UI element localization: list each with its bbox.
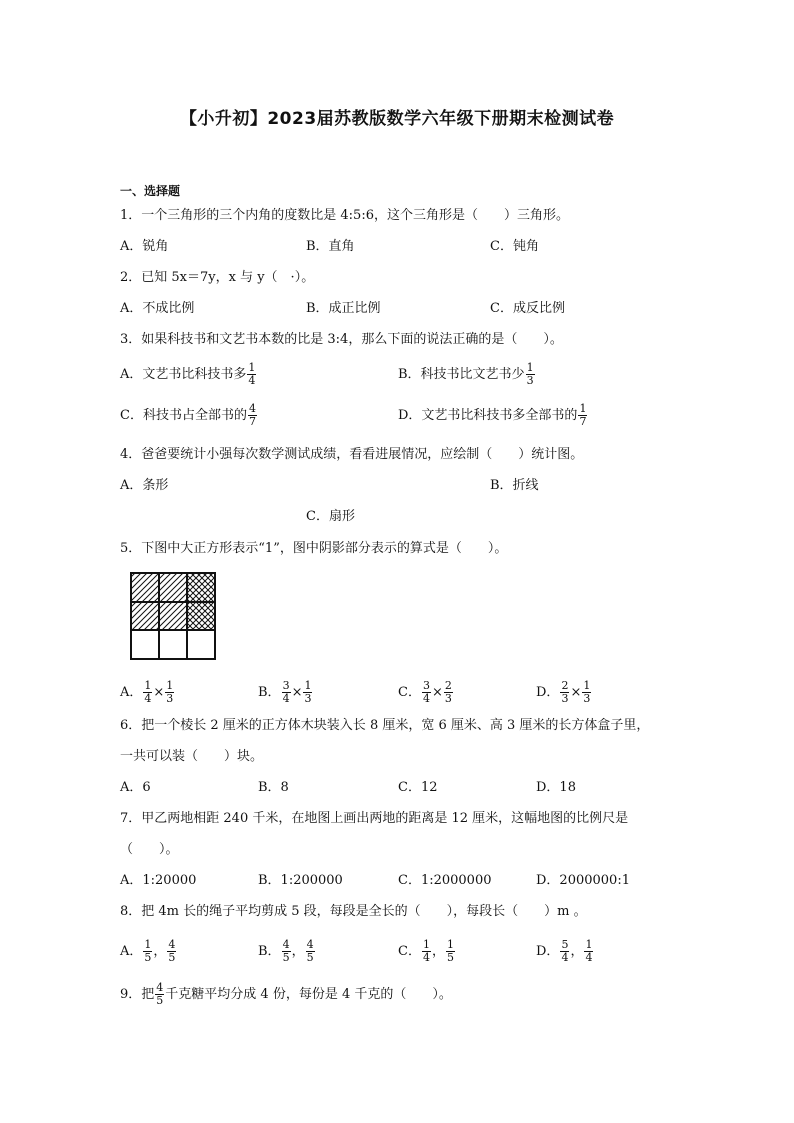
question-8: 8．把 4m 长的绳子平均剪成 5 段，每段是全长的（ ），每段长（ ）m 。 bbox=[120, 904, 587, 919]
denominator: 4 bbox=[422, 951, 430, 964]
fraction bbox=[282, 680, 291, 705]
denominator: 5 bbox=[282, 951, 290, 964]
denominator: 5 bbox=[156, 994, 164, 1007]
page-title: 【小升初】2023届苏教版数学六年级下册期末检测试卷 bbox=[179, 109, 615, 129]
q1-option-a[interactable]: A．锐角 bbox=[120, 239, 169, 254]
denominator: 4 bbox=[422, 692, 430, 705]
q6-option-a[interactable]: A．6 bbox=[120, 780, 151, 795]
fraction bbox=[143, 680, 152, 705]
question-1: 1．一个三角形的三个内角的度数比是 4:5:6，这个三角形是（ ）三角形。 bbox=[120, 208, 569, 223]
question-2: 2．已知 5x＝7y，x 与 y（ ·）。 bbox=[120, 270, 315, 285]
fraction bbox=[582, 680, 591, 705]
q2-option-c[interactable]: C．成反比例 bbox=[490, 301, 565, 316]
q8-option-d[interactable] bbox=[536, 939, 594, 964]
numerator: 1 bbox=[422, 938, 430, 951]
fraction bbox=[282, 939, 291, 964]
numerator: 2 bbox=[561, 679, 569, 692]
comma: ， bbox=[291, 944, 305, 959]
question-7-line-2: （ ）。 bbox=[120, 842, 179, 857]
comma: ， bbox=[431, 944, 445, 959]
question-9-prefix: 9．把 bbox=[120, 987, 155, 1002]
fraction bbox=[306, 939, 315, 964]
fraction bbox=[444, 680, 453, 705]
numerator: 2 bbox=[444, 679, 452, 692]
q5-option-a[interactable] bbox=[120, 680, 175, 705]
section-heading: 一、选择题 bbox=[120, 184, 181, 198]
option-letter: A． bbox=[120, 944, 143, 959]
numerator: 3 bbox=[422, 679, 430, 692]
denominator: 4 bbox=[561, 951, 569, 964]
denominator: 4 bbox=[248, 374, 256, 387]
q7-option-b[interactable]: B．1:200000 bbox=[258, 873, 343, 888]
times-sign: × bbox=[570, 685, 582, 700]
fraction bbox=[526, 362, 535, 387]
shaded-square-figure bbox=[130, 572, 216, 660]
q6-option-b[interactable]: B．8 bbox=[258, 780, 289, 795]
denominator: 7 bbox=[248, 415, 256, 428]
q8-option-c[interactable] bbox=[398, 939, 456, 964]
denominator: 5 bbox=[144, 951, 152, 964]
q5-option-d[interactable] bbox=[536, 680, 592, 705]
numerator: 4 bbox=[306, 938, 314, 951]
numerator: 1 bbox=[585, 938, 593, 951]
question-7-line-1: 7．甲乙两地相距 240 千米，在地图上画出两地的距离是 12 厘米，这幅地图的比例尺是 bbox=[120, 811, 629, 826]
q3-option-b-text: B．科技书比文艺书少 bbox=[398, 367, 525, 382]
q8-option-a[interactable] bbox=[120, 939, 177, 964]
numerator: 4 bbox=[248, 402, 256, 415]
numerator: 1 bbox=[144, 679, 152, 692]
fraction bbox=[422, 939, 431, 964]
q7-option-a[interactable]: A．1:20000 bbox=[120, 873, 197, 888]
numerator: 1 bbox=[248, 361, 256, 374]
q4-option-a[interactable]: A．条形 bbox=[120, 478, 169, 493]
times-sign: × bbox=[153, 685, 165, 700]
numerator: 5 bbox=[561, 938, 569, 951]
numerator: 1 bbox=[166, 679, 174, 692]
q6-option-d[interactable]: D．18 bbox=[536, 780, 576, 795]
denominator: 4 bbox=[144, 692, 152, 705]
question-9 bbox=[120, 982, 452, 1007]
denominator: 5 bbox=[168, 951, 176, 964]
q2-option-b[interactable]: B．成正比例 bbox=[306, 301, 381, 316]
q7-option-c[interactable]: C．1:2000000 bbox=[398, 873, 492, 888]
fraction bbox=[584, 939, 593, 964]
q6-option-c[interactable]: C．12 bbox=[398, 780, 438, 795]
denominator: 5 bbox=[446, 951, 454, 964]
option-letter: B． bbox=[258, 685, 281, 700]
q4-option-c[interactable]: C．扇形 bbox=[306, 509, 355, 524]
denominator: 3 bbox=[561, 692, 569, 705]
option-letter: C． bbox=[398, 944, 421, 959]
numerator: 3 bbox=[282, 679, 290, 692]
q1-option-c[interactable]: C．钝角 bbox=[490, 239, 539, 254]
fraction bbox=[247, 362, 256, 387]
numerator: 1 bbox=[579, 402, 587, 415]
numerator: 4 bbox=[282, 938, 290, 951]
q4-option-b[interactable]: B．折线 bbox=[490, 478, 539, 493]
q7-option-d[interactable]: D．2000000:1 bbox=[536, 873, 630, 888]
denominator: 3 bbox=[526, 374, 534, 387]
numerator: 1 bbox=[144, 938, 152, 951]
question-6-line-2: 一共可以装（ ）块。 bbox=[120, 749, 264, 764]
fraction bbox=[560, 680, 569, 705]
question-6-line-1: 6．把一个棱长 2 厘米的正方体木块装入长 8 厘米，宽 6 厘米、高 3 厘米的长方体盒子里， bbox=[120, 718, 650, 733]
fraction bbox=[560, 939, 569, 964]
denominator: 3 bbox=[583, 692, 591, 705]
question-3: 3．如果科技书和文艺书本数的比是 3:4，那么下面的说法正确的是（ ）。 bbox=[120, 332, 563, 347]
option-letter: D． bbox=[536, 685, 560, 700]
fraction bbox=[303, 680, 312, 705]
denominator: 4 bbox=[282, 692, 290, 705]
q3-option-c[interactable] bbox=[120, 403, 258, 428]
fraction bbox=[155, 982, 164, 1007]
comma: ， bbox=[570, 944, 584, 959]
numerator: 1 bbox=[446, 938, 454, 951]
q3-option-c-text: C．科技书占全部书的 bbox=[120, 408, 247, 423]
fraction bbox=[167, 939, 176, 964]
denominator: 3 bbox=[166, 692, 174, 705]
denominator: 4 bbox=[585, 951, 593, 964]
fraction bbox=[446, 939, 455, 964]
numerator: 1 bbox=[304, 679, 312, 692]
option-letter: C． bbox=[398, 685, 421, 700]
times-sign: × bbox=[431, 685, 443, 700]
option-letter: D． bbox=[536, 944, 560, 959]
denominator: 3 bbox=[304, 692, 312, 705]
q5-option-c[interactable] bbox=[398, 680, 454, 705]
fraction bbox=[165, 680, 174, 705]
fraction bbox=[143, 939, 152, 964]
q2-option-a[interactable]: A．不成比例 bbox=[120, 301, 195, 316]
denominator: 7 bbox=[579, 415, 587, 428]
q3-option-d-text: D．文艺书比科技书多全部书的 bbox=[398, 408, 578, 423]
q3-option-d[interactable] bbox=[398, 403, 588, 428]
q8-option-b[interactable] bbox=[258, 939, 316, 964]
question-9-suffix: 千克糖平均分成 4 份，每份是 4 千克的（ ）。 bbox=[165, 987, 452, 1002]
numerator: 4 bbox=[168, 938, 176, 951]
q3-option-a[interactable] bbox=[120, 362, 257, 387]
fraction bbox=[578, 403, 587, 428]
times-sign: × bbox=[291, 685, 303, 700]
denominator: 5 bbox=[306, 951, 314, 964]
fraction bbox=[248, 403, 257, 428]
q3-option-b[interactable] bbox=[398, 362, 536, 387]
option-letter: A． bbox=[120, 685, 143, 700]
q3-option-a-text: A．文艺书比科技书多 bbox=[120, 367, 247, 382]
numerator: 1 bbox=[526, 361, 534, 374]
numerator: 1 bbox=[583, 679, 591, 692]
option-letter: B． bbox=[258, 944, 281, 959]
fraction bbox=[422, 680, 431, 705]
numerator: 4 bbox=[156, 981, 164, 994]
denominator: 3 bbox=[444, 692, 452, 705]
q1-option-b[interactable]: B．直角 bbox=[306, 239, 355, 254]
question-5: 5．下图中大正方形表示“1”，图中阴影部分表示的算式是（ ）。 bbox=[120, 541, 508, 556]
comma: ， bbox=[153, 944, 167, 959]
q5-option-b[interactable] bbox=[258, 680, 313, 705]
question-4: 4．爸爸要统计小强每次数学测试成绩，看看进展情况，应绘制（ ）统计图。 bbox=[120, 447, 584, 462]
